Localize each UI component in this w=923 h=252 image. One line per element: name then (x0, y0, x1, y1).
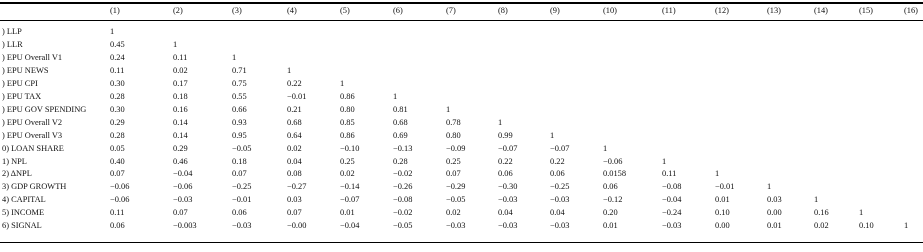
correlation-cell: 0.86 (340, 91, 355, 101)
correlation-cell: 0.06 (498, 169, 513, 179)
correlation-cell: 1 (498, 117, 503, 127)
correlation-cell: 0.24 (110, 52, 125, 62)
correlation-cell: 0.81 (393, 104, 408, 114)
correlation-cell: 1 (662, 156, 667, 166)
column-header: (4) (287, 6, 297, 15)
row-label: ) EPU GOV SPENDING (2, 104, 87, 114)
correlation-cell: 0.07 (173, 208, 188, 218)
correlation-cell: 0.68 (287, 117, 302, 127)
correlation-cell: −0.02 (393, 169, 413, 179)
correlation-cell: 0.01 (715, 195, 730, 205)
correlation-cell: −0.01 (715, 182, 735, 192)
correlation-cell: 0.55 (232, 91, 247, 101)
correlation-cell: 0.22 (287, 78, 302, 88)
correlation-cell: −0.03 (173, 195, 193, 205)
row-label: 4) CAPITAL (2, 195, 46, 205)
row-label: 2) ΔNPL (2, 169, 32, 179)
correlation-cell: 0.21 (287, 104, 302, 114)
correlation-cell: 0.02 (287, 143, 302, 153)
correlation-cell: 0.14 (173, 117, 188, 127)
correlation-cell: 0.75 (232, 78, 247, 88)
correlation-cell: 0.80 (340, 104, 355, 114)
correlation-cell: 0.16 (814, 208, 829, 218)
correlation-cell: 0.69 (393, 130, 408, 140)
correlation-cell: 1 (173, 39, 178, 49)
correlation-cell: 1 (110, 27, 115, 36)
correlation-cell: 0.04 (498, 208, 513, 218)
correlation-cell: −0.13 (393, 143, 413, 153)
correlation-cell: −0.01 (232, 195, 252, 205)
correlation-cell: −0.07 (340, 195, 360, 205)
correlation-cell: 0.01 (767, 221, 782, 231)
row-label: 1) NPL (2, 156, 27, 166)
correlation-cell: 0.07 (287, 208, 302, 218)
correlation-cell: −0.30 (498, 182, 518, 192)
column-header: (13) (767, 6, 781, 15)
column-header: (10) (603, 6, 617, 15)
correlation-cell: 0.28 (393, 156, 408, 166)
correlation-cell: 0.06 (232, 208, 247, 218)
correlation-cell: 0.00 (715, 221, 730, 231)
correlation-cell: 0.99 (498, 130, 513, 140)
correlation-cell: 0.0158 (603, 169, 627, 179)
correlation-cell: −0.003 (173, 221, 197, 231)
correlation-cell: −0.29 (446, 182, 466, 192)
correlation-cell: 0.03 (287, 195, 302, 205)
correlation-cell: 0.11 (110, 208, 125, 218)
correlation-cell: 0.04 (550, 208, 565, 218)
correlation-cell: 0.25 (340, 156, 355, 166)
correlation-cell: 0.06 (550, 169, 565, 179)
correlation-cell: −0.03 (498, 221, 518, 231)
correlation-cell: −0.08 (662, 182, 682, 192)
correlation-cell: 1 (904, 221, 909, 231)
correlation-cell: −0.26 (393, 182, 413, 192)
correlation-cell: 0.71 (232, 65, 247, 75)
correlation-cell: 0.18 (232, 156, 247, 166)
correlation-cell: 0.22 (550, 156, 565, 166)
correlation-cell: −0.03 (498, 195, 518, 205)
correlation-cell: 0.29 (110, 117, 125, 127)
correlation-cell: −0.25 (232, 182, 252, 192)
correlation-cell: −0.05 (393, 221, 413, 231)
correlation-cell: 1 (550, 130, 555, 140)
row-label: ) EPU CPI (2, 78, 38, 88)
correlation-cell: 0.93 (232, 117, 247, 127)
correlation-cell: −0.06 (603, 156, 623, 166)
column-header: (16) (904, 6, 918, 15)
correlation-cell: −0.01 (287, 91, 307, 101)
correlation-cell: 0.02 (814, 221, 829, 231)
correlation-cell: 0.16 (173, 104, 188, 114)
correlation-cell: 0.22 (498, 156, 513, 166)
correlation-cell: 0.18 (173, 91, 188, 101)
column-header: (14) (814, 6, 828, 15)
correlation-cell: 1 (287, 65, 292, 75)
correlation-cell: 1 (767, 182, 772, 192)
correlation-cell: 0.80 (446, 130, 461, 140)
correlation-cell: −0.03 (550, 195, 570, 205)
correlation-cell: 0.11 (173, 52, 188, 62)
correlation-cell: −0.06 (173, 182, 193, 192)
correlation-cell: −0.14 (340, 182, 360, 192)
correlation-cell: 0.86 (340, 130, 355, 140)
correlation-cell: 0.78 (446, 117, 461, 127)
correlation-cell: 1 (715, 169, 720, 179)
correlation-cell: 0.14 (173, 130, 188, 140)
correlation-cell: −0.04 (340, 221, 360, 231)
correlation-cell: 1 (393, 91, 398, 101)
correlation-cell: 0.11 (662, 169, 677, 179)
column-header: (2) (173, 6, 183, 15)
correlation-cell: −0.06 (110, 182, 130, 192)
correlation-cell: −0.07 (498, 143, 518, 153)
correlation-cell: −0.03 (550, 221, 570, 231)
correlation-cell: 1 (232, 52, 237, 62)
table-header-rule (0, 20, 923, 21)
correlation-cell: −0.04 (173, 169, 193, 179)
correlation-cell: 0.46 (173, 156, 188, 166)
row-label: ) EPU NEWS (2, 65, 49, 75)
correlation-cell: 0.02 (340, 169, 355, 179)
column-header: (11) (662, 6, 676, 15)
correlation-cell: 0.11 (110, 65, 125, 75)
correlation-cell: −0.06 (110, 195, 130, 205)
correlation-cell: 0.10 (715, 208, 730, 218)
correlation-cell: 0.03 (767, 195, 782, 205)
correlation-cell: −0.07 (550, 143, 570, 153)
correlation-cell: 0.66 (232, 104, 247, 114)
correlation-cell: 0.07 (446, 169, 461, 179)
row-label: 0) LOAN SHARE (2, 143, 64, 153)
column-header: (5) (340, 6, 350, 15)
correlation-cell: −0.02 (393, 208, 413, 218)
correlation-cell: 0.30 (110, 78, 125, 88)
correlation-cell: 0.64 (287, 130, 302, 140)
correlation-cell: 0.17 (173, 78, 188, 88)
correlation-cell: −0.03 (232, 221, 252, 231)
correlation-cell: 1 (340, 78, 345, 88)
correlation-cell: 0.20 (603, 208, 618, 218)
column-header: (6) (393, 6, 403, 15)
correlation-cell: −0.00 (287, 221, 307, 231)
correlation-cell: −0.27 (287, 182, 307, 192)
correlation-cell: 0.85 (340, 117, 355, 127)
column-header: (1) (110, 6, 120, 15)
row-label: ) LLR (2, 39, 23, 49)
row-label: ) EPU Overall V3 (2, 130, 63, 140)
correlation-cell: 1 (859, 208, 864, 218)
row-label: 6) SIGNAL (2, 221, 42, 231)
table-top-rule (0, 2, 923, 4)
correlation-cell: 0.00 (767, 208, 782, 218)
correlation-cell: 1 (603, 143, 608, 153)
correlation-cell: 0.25 (446, 156, 461, 166)
correlation-cell: 0.40 (110, 156, 125, 166)
correlation-cell: 0.28 (110, 91, 125, 101)
row-label: 5) INCOME (2, 208, 45, 218)
correlation-cell: 0.02 (446, 208, 461, 218)
correlation-cell: 0.07 (232, 169, 247, 179)
correlation-cell: 0.02 (173, 65, 188, 75)
correlation-cell: −0.03 (446, 221, 466, 231)
correlation-cell: 0.29 (173, 143, 188, 153)
row-label: 3) GDP GROWTH (2, 182, 67, 192)
correlation-cell: 0.06 (603, 182, 618, 192)
correlation-cell: 0.07 (110, 169, 125, 179)
column-header: (15) (859, 6, 873, 15)
correlation-cell: −0.12 (603, 195, 623, 205)
correlation-cell: 0.08 (287, 169, 302, 179)
row-label: ) EPU TAX (2, 91, 42, 101)
correlation-cell: 0.05 (110, 143, 125, 153)
correlation-cell: 0.68 (393, 117, 408, 127)
column-header: (3) (232, 6, 242, 15)
correlation-cell: −0.04 (662, 195, 682, 205)
correlation-cell: 0.95 (232, 130, 247, 140)
column-header: (9) (550, 6, 560, 15)
row-label: ) EPU Overall V2 (2, 117, 63, 127)
column-header: (12) (715, 6, 729, 15)
correlation-cell: −0.10 (340, 143, 360, 153)
correlation-cell: 0.45 (110, 39, 125, 49)
correlation-cell: 0.04 (287, 156, 302, 166)
correlation-cell: −0.05 (446, 195, 466, 205)
correlation-cell: −0.24 (662, 208, 682, 218)
correlation-cell: 0.10 (859, 221, 874, 231)
table-bottom-rule (0, 242, 923, 243)
correlation-cell: −0.08 (393, 195, 413, 205)
column-header: (8) (498, 6, 508, 15)
correlation-cell: 0.30 (110, 104, 125, 114)
correlation-cell: 0.28 (110, 130, 125, 140)
correlation-cell: 0.01 (603, 221, 618, 231)
correlation-cell: 0.01 (340, 208, 355, 218)
correlation-cell: −0.05 (232, 143, 252, 153)
correlation-cell: −0.09 (446, 143, 466, 153)
column-header: (7) (446, 6, 456, 15)
row-label: ) LLP (2, 27, 22, 36)
correlation-cell: 0.06 (110, 221, 125, 231)
correlation-cell: −0.25 (550, 182, 570, 192)
correlation-cell: 1 (446, 104, 451, 114)
row-label: ) EPU Overall V1 (2, 52, 63, 62)
correlation-cell: 1 (814, 195, 819, 205)
correlation-cell: −0.03 (662, 221, 682, 231)
